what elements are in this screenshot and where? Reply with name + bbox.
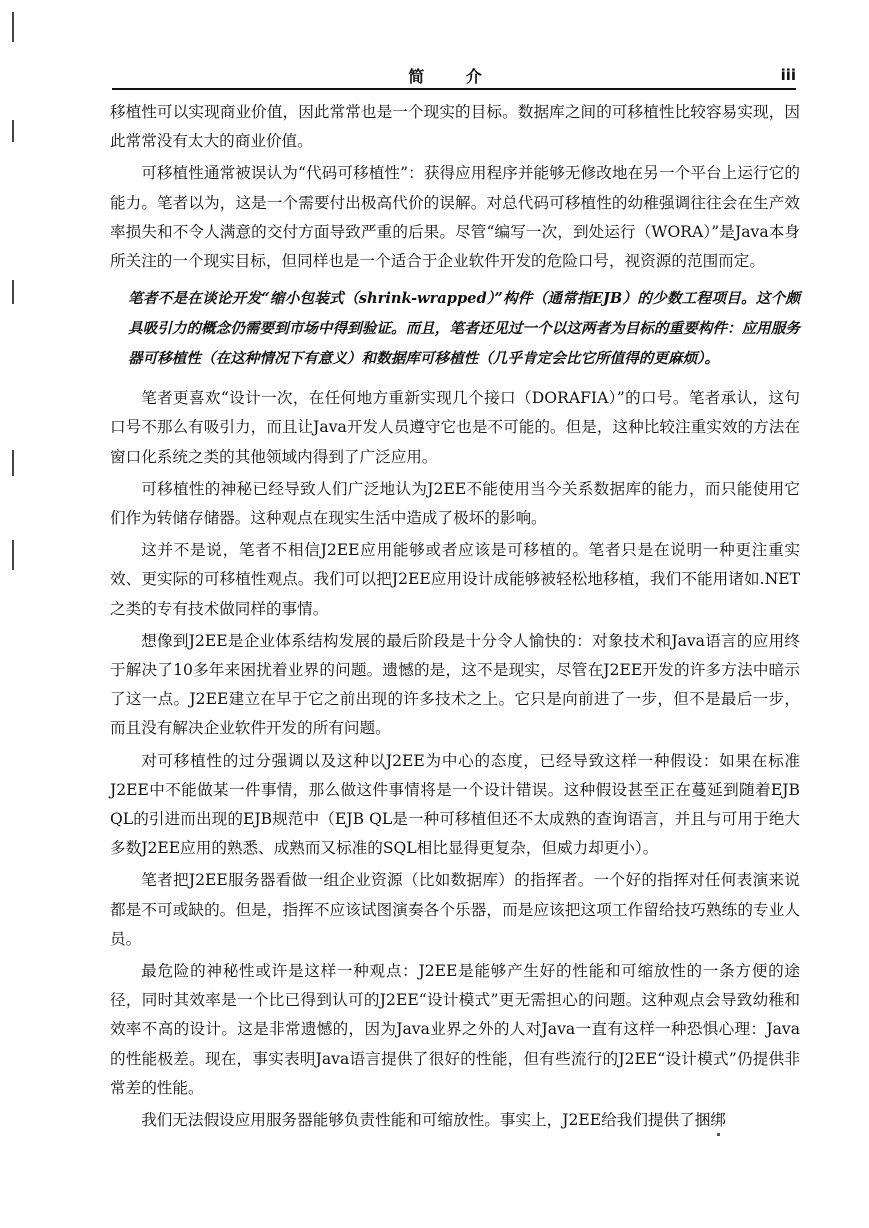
paragraph: 想像到J2EE是企业体系结构发展的最后阶段是十分令人愉快的：对象技术和Java语言的应用终于解决了10多年来困扰着业界的问题。遗憾的是，这不是现实，尽管在J2EE开发的许多方法中暗示了这一点。J2EE建立在早于它之前出现的许多技术之上。它只是向前进了一步，但不是最后一步，而且没有解决企业软件开发的所有问题。 bbox=[110, 631, 800, 738]
note-paragraph: 笔者不是在谈论开发“缩小包装式（shrink-wrapped）”构件（通常指EJB）的少数工程项目。这个颇具吸引力的概念仍需要到市场中得到验证。而且，笔者还见过一个以这两者为目标的重要构件：应用服务器可移植性（在这种情况下有意义）和数据库可移植性（几乎肯定会比它所值得的更麻烦）。 bbox=[128, 290, 800, 368]
paragraph: 这并不是说，笔者不相信J2EE应用能够或者应该是可移植的。笔者只是在说明一种更注重实效、更实际的可移植性观点。我们可以把J2EE应用设计成能够被轻松地移植，我们不能用诸如.NET之类的专有技术做同样的事情。 bbox=[110, 541, 800, 618]
paragraph: 最危险的神秘性或许是这样一种观点：J2EE是能够产生好的性能和可缩放性的一条方便的途径，同时其效率是一个比已得到认可的J2EE“设计模式”更无需担心的问题。这种观点会导致幼稚和效率不高的设计。这是非常遗憾的，因为Java业界之外的人对Java一直有这样一种恐惧心理：Java的性能极差。现在，事实表明Java语言提供了很好的性能，但有些流行的J2EE“设计模式”仍提供非常差的性能。 bbox=[110, 962, 800, 1097]
running-header bbox=[112, 60, 796, 90]
scan-edge-mark bbox=[12, 120, 14, 142]
scan-edge-mark bbox=[12, 280, 14, 304]
paragraph: 笔者更喜欢“设计一次，在任何地方重新实现几个接口（DORAFIA）”的口号。笔者承认，这句口号不那么有吸引力，而且让Java开发人员遵守它也是不可能的。但是，这种比较注重实效的方法在窗口化系统之类的其他领域内得到了广泛应用。 bbox=[110, 389, 800, 466]
paragraph: 笔者把J2EE服务器看做一组企业资源（比如数据库）的指挥者。一个好的指挥对任何表演来说都是不可或缺的。但是，指挥不应该试图演奏各个乐器，而是应该把这项工作留给技巧熟练的专业人员。 bbox=[110, 871, 800, 948]
paragraph: 我们无法假设应用服务器能够负责性能和可缩放性。事实上，J2EE给我们提供了捆绑 bbox=[141, 1111, 726, 1130]
paragraph: 移植性可以实现商业价值，因此常常也是一个现实的目标。数据库之间的可移植性比较容易实现，因此常常没有太大的商业价值。 bbox=[110, 103, 800, 151]
scan-edge-mark bbox=[12, 540, 14, 570]
scan-speck bbox=[717, 1133, 720, 1136]
paragraph: 对可移植性的过分强调以及这种以J2EE为中心的态度，已经导致这样一种假设：如果在标准J2EE中不能做某一件事情，那么做这件事情将是一个设计错误。这种假设甚至正在蔓延到随着EJB QL的引进而出现的EJB规范中（EJB QL是一种可移植但还不太成熟的查询语言，并且与可用于绝大多数J2EE应用的熟悉、成熟而又标准的SQL相比显得更复杂，但威力却更小）。 bbox=[110, 751, 800, 858]
body-text bbox=[110, 98, 800, 1138]
paragraph: 可移植性的神秘已经导致人们广泛地认为J2EE不能使用当今关系数据库的能力，而只能使用它们作为转储存储器。这种观点在现实生活中造成了极坏的影响。 bbox=[110, 479, 800, 528]
header-title: 简 介 bbox=[408, 67, 500, 86]
scan-edge-mark bbox=[12, 450, 14, 476]
scan-edge-mark bbox=[12, 12, 14, 42]
page-number: iii bbox=[780, 66, 796, 84]
paragraph: 可移植性通常被误认为“代码可移植性”：获得应用程序并能够无修改地在另一个平台上运行它的能力。笔者以为，这是一个需要付出极高代价的误解。对总代码可移植性的幼稚强调往往会在生产效率损失和不令人满意的交付方面导致严重的后果。尽管“编写一次，到处运行（WORA）”是Java本身所关注的一个现实目标，但同样也是一个适合于企业软件开发的危险口号，视资源的范围而定。 bbox=[110, 164, 800, 271]
